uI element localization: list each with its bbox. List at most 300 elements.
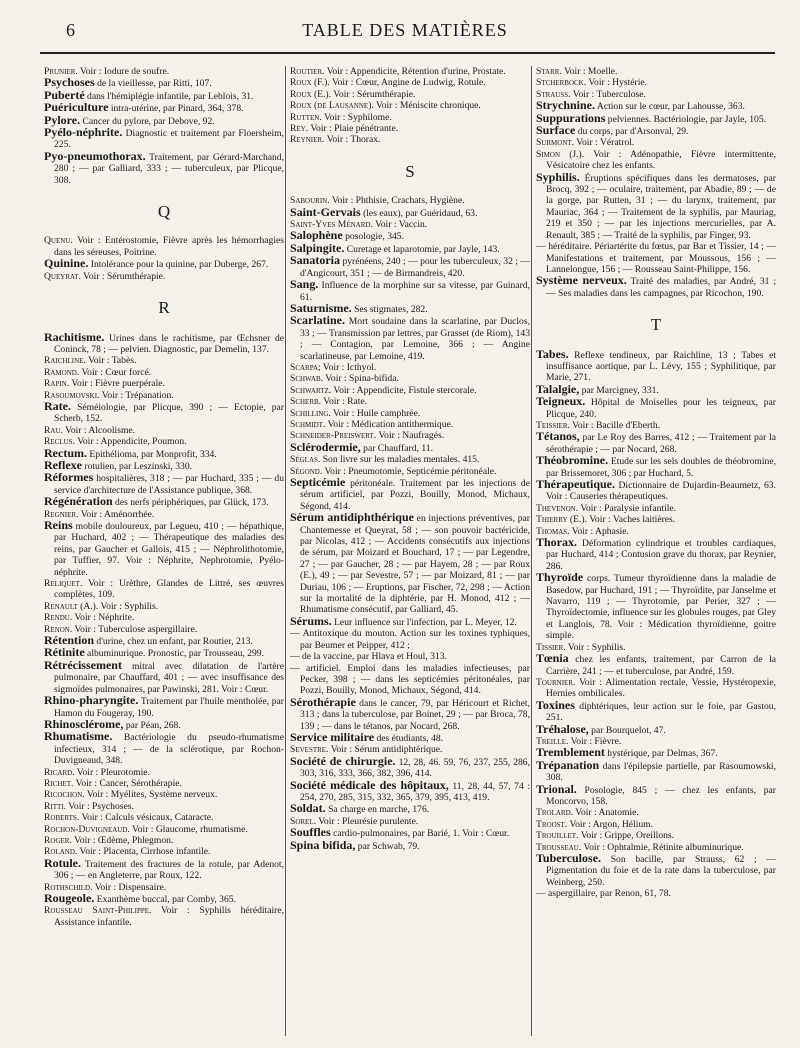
- entry-heading: Richet.: [44, 777, 74, 789]
- entry-text: Voir : Dispensaire.: [92, 881, 167, 893]
- entry-text: Périartérite du fœtus, par Bar et Tissier, 14 ; — Manifestations et traitement, par Moussous, 156 ; — Lannelongue, 156 ; — Rousseau Saint-Philippe, 156.: [546, 241, 776, 275]
- index-column-left: [44, 66, 284, 1042]
- entry-text: Voir : Appendicite, Rétention d'urine, Prostate.: [324, 66, 506, 77]
- entry-heading: Rougeole.: [44, 891, 95, 905]
- entry-heading: Tremblement: [536, 745, 605, 760]
- entry-heading: Roux (E.).: [290, 88, 332, 100]
- index-entry: [290, 255, 530, 279]
- index-entry: [44, 789, 284, 800]
- section-letter: R: [158, 298, 170, 318]
- index-entry: [536, 77, 776, 88]
- entry-heading: Psychoses: [44, 75, 95, 90]
- entry-heading: Roland.: [44, 846, 78, 858]
- entry-heading: Ségond.: [290, 465, 323, 477]
- entry-text: Voir : Icthyol.: [320, 361, 377, 373]
- entry-text: Voir : Syphilome.: [321, 111, 392, 123]
- entry-heading: Ramond.: [44, 366, 80, 378]
- index-entry: [536, 721, 776, 736]
- entry-text: Voir : Trépanation.: [99, 389, 174, 401]
- index-entry: [44, 398, 284, 425]
- entry-heading: Thierry (E.).: [536, 514, 587, 526]
- entry-heading: Rétrécissement: [44, 657, 122, 672]
- page-header: [40, 20, 770, 48]
- index-entry: [290, 385, 530, 396]
- entry-heading: Reliquet.: [44, 578, 83, 590]
- entry-heading: Quinine.: [44, 256, 89, 271]
- entry-text: Intolérance pour la quinine, par Duberge, 267.: [88, 259, 269, 271]
- index-entry: [44, 271, 284, 282]
- index-entry: [290, 454, 530, 465]
- entry-heading: Spina bifida,: [290, 837, 356, 852]
- entry-text: pyrénéens, 240 ; — pour les tuberculeux, 32 ; — d'Angicourt, 351 ; — de Birmandreis, 420.: [300, 256, 530, 279]
- entry-text: Son bacille, par Strauss, 62 ; — Pigmentation du foie et de la rate dans la tuberculose, par Weinberg, 250.: [546, 854, 776, 888]
- entry-heading: — héréditaire.: [536, 241, 592, 253]
- entry-heading: Scarlatine.: [290, 313, 345, 328]
- entry-text: Voir : Appendicite, Poumon.: [74, 436, 187, 448]
- entry-heading: Scarpa;: [290, 361, 321, 373]
- entry-heading: Tœnia: [536, 651, 569, 666]
- entry-text: Voir : Appendicite, Fistule stercorale.: [331, 384, 477, 396]
- entry-heading: Sérums.: [290, 613, 332, 628]
- entry-heading: Saturnisme.: [290, 300, 352, 315]
- index-entry: [44, 695, 284, 719]
- index-entry: [290, 134, 530, 145]
- index-column-right: [536, 66, 776, 1042]
- entry-heading: Sérothérapie: [290, 694, 356, 709]
- entry-text: Voir : Naufragés.: [376, 430, 445, 442]
- entry-text: par Le Roy des Barres, 412 ; — Traitement par la sérothérapie ; — par Nocard, 268.: [546, 432, 776, 455]
- entry-text: Voir : Rate.: [321, 396, 368, 408]
- page-number: 6: [66, 20, 75, 40]
- entry-heading: Rotule.: [44, 855, 81, 870]
- entry-text: Epithélioma, par Monprofit, 334.: [86, 448, 217, 460]
- column-divider: [285, 66, 286, 1036]
- entry-heading: Trional.: [536, 781, 577, 796]
- entry-text: par Péan, 268.: [123, 719, 181, 731]
- entry-text: Voir : Sérumthérapie.: [80, 270, 166, 282]
- entry-text: Voir : Huile camphrée.: [330, 407, 421, 419]
- index-entry: [290, 803, 530, 815]
- entry-text: Voir : Néphrite.: [72, 612, 135, 624]
- entry-text: Exanthème buccal, par Comby, 365.: [94, 894, 236, 905]
- entry-text: Etude sur les sels doubles de théobromine, par Brissemoret, 306 ; par Huchard, 5.: [546, 456, 776, 479]
- entry-text: Voir : Bacille d'Eberth.: [569, 419, 661, 431]
- entry-heading: Trousseau.: [536, 841, 582, 853]
- entry-text: hospitalières, 318 ; — par Huchard, 335 ; — du service d'architecture de l'Assistance publique, 368.: [54, 473, 284, 496]
- index-entry: [536, 149, 776, 172]
- index-entry: [44, 778, 284, 789]
- entry-heading: Rétention: [44, 633, 94, 648]
- entry-text: Voir : Fièvre puerpérale.: [69, 378, 165, 390]
- entry-text: Voir : Calculs vésicaux, Cataracte.: [79, 812, 214, 824]
- entry-text: Éruptions spécifiques dans les dermatoses, par Brocq, 392 ; — oculaire, traitement, par Abadie, 89 ; — de la gorge, par Rutten, 31 ; — du larynx, traitement, par Mauriac, 364 ; — Traitement de la syphilis, par Mauriag, 219 et 350 ; — par les injections mercurielles, par A. Renault, 385 ; — Traité de la syphilis, par Finger, 93.: [546, 172, 776, 241]
- entry-text: Voir : Syphilis.: [565, 641, 626, 653]
- index-entry: [536, 431, 776, 455]
- index-entry: [290, 112, 530, 123]
- index-entry: [44, 148, 284, 186]
- entry-heading: Ritti.: [44, 800, 67, 812]
- entry-text: Reflexe tendineux, par Raichline, 13 ; Tabes et insuffisance aortique, par L. Lévy, 155 ; Syphilitique, par Marie, 271.: [546, 349, 776, 384]
- entry-heading: Saint-Yves Ménard.: [290, 219, 373, 231]
- entry-text: pelviennes. Bactériologie, par Jayle, 105.: [605, 113, 767, 125]
- index-entry: [290, 419, 530, 430]
- entry-heading: Reflexe: [44, 457, 82, 472]
- entry-heading: Starr.: [536, 66, 562, 77]
- entry-text: Voir : Iodure de soufre.: [77, 66, 170, 77]
- entry-text: Action sur le cœur, par Lahousse, 363.: [595, 101, 745, 113]
- entry-text: dans l'épilepsie partielle, par Rasoumowski, 308.: [546, 760, 776, 784]
- entry-text: Voir : Alimentation rectale, Vessie, Hystéropexie, Hernies ombilicales.: [546, 676, 776, 700]
- entry-heading: Septicémie: [290, 475, 346, 489]
- entry-text: Voir : Plaie pénétrante.: [308, 123, 399, 135]
- index-entry: [44, 578, 284, 601]
- entry-heading: Trouillet.: [536, 830, 579, 842]
- entry-text: Voir : Tabès.: [85, 355, 137, 367]
- entry-heading: Schneider-Preiswert.: [290, 430, 377, 442]
- entry-heading: Pyélo-néphrite.: [44, 125, 123, 140]
- entry-heading: Ricard.: [44, 766, 75, 778]
- entry-heading: Schwab.: [290, 373, 324, 385]
- entry-heading: — Antitoxique du mouton.: [290, 628, 397, 640]
- entry-text: Dictionnaire de Dujardin-Beaumetz, 63. Voir : Causeries thérapeutiques.: [546, 480, 776, 503]
- entry-text: Voir : Aménorrhée.: [78, 508, 155, 520]
- entry-text: Voir : Cœur forcé.: [79, 366, 152, 378]
- index-entry: [44, 905, 284, 928]
- entry-text: Voir : Tuberculose.: [570, 88, 646, 100]
- index-entry: [290, 373, 530, 384]
- entry-text: dans l'hémiplégie infantile, par Leblois, 31.: [84, 90, 254, 102]
- entry-heading: Rectum.: [44, 445, 87, 460]
- entry-text: par Chauffard, 11.: [360, 442, 433, 454]
- index-entry: [44, 258, 284, 270]
- entry-text: Traité des maladies, par André, 31 ; — Ses maladies dans les campagnes, par Ricochon, 190.: [546, 276, 776, 299]
- entry-heading: Rasoumovski.: [44, 389, 100, 401]
- entry-text: Voir : Syphilis héréditaire, Assistance infantile.: [54, 905, 284, 928]
- entry-heading: Troost.: [536, 818, 568, 830]
- entry-text: Leur influence sur l'infection, par L. Meyer, 12.: [331, 616, 517, 628]
- entry-text: péritonéale. Traitement par les injections de sérum artificiel, par Pozzi, Bouilly, Monod, Michaux, Ségond, 414.: [300, 478, 530, 512]
- index-entry: [536, 757, 776, 784]
- index-entry: [44, 425, 284, 436]
- entry-text: Voir : Pleurésie purulente.: [316, 815, 419, 827]
- entry-heading: Sorel.: [290, 815, 317, 827]
- entry-heading: Théobromine.: [536, 453, 609, 468]
- index-entry: [536, 653, 776, 677]
- entry-heading: Tétanos,: [536, 429, 580, 444]
- entry-text: Voir : Phthisie, Crachats, Hygiène.: [329, 195, 465, 207]
- index-entry: [536, 125, 776, 137]
- entry-heading: Ricochon.: [44, 789, 85, 801]
- entry-text: dans le cancer, 79, par Héricourt et Richet, 313 ; dans la tuberculose, par Boinet, 29 ; — par Broca, 78, 139 ; — dans le tétanos, par Nocard, 268.: [300, 697, 530, 732]
- entry-heading: Schwartz.: [290, 384, 332, 396]
- entry-text: (les eaux), par Guéridaud, 63.: [360, 207, 478, 219]
- entry-text: Voir : Pleurotomie.: [74, 766, 150, 778]
- entry-text: Voir : Entérostomie, Fièvre après les hémorrhagies dans les séreuses, Poitrine.: [54, 235, 284, 258]
- entry-heading: Rhino-pharyngite.: [44, 693, 139, 708]
- entry-heading: Salpingite.: [290, 240, 345, 255]
- entry-text: en injections préventives, par Chantemesse et Queyrat, 58 ; — son pouvoir bactéricide, par Nicolas, 412 ; — Accidents consécutifs aux injections de sérum, par Moizard et Bouchard, 17 ; — par Legendre, 27 ; — par Gaucher, 28 ; — par Hayem, 28 ; — par Roux (E.), 49 ; — par Sevestre, 57 ; — par Moizard, 81 ; — par Duriau, 106 ; — Eruptions, par Fischer, 72, 298 ; — Action sur la mortalité de la diphtérie, par H. Monod, 412 ; — Rhumatisme consécutif, par Galliard, 45.: [300, 513, 530, 616]
- index-entry: [290, 837, 530, 852]
- entry-heading: Regnier.: [44, 508, 79, 520]
- index-entry: [536, 503, 776, 514]
- entry-text: Voir : Cancer, Sérothérapie.: [73, 777, 182, 789]
- entry-heading: Thomas.: [536, 525, 570, 537]
- entry-heading: Roux (F.).: [290, 77, 330, 89]
- index-entry: [44, 767, 284, 778]
- entry-heading: Séglas.: [290, 454, 321, 466]
- entry-heading: — aspergillaire,: [536, 888, 598, 900]
- entry-text: Voir : Paralysie infantile.: [578, 502, 677, 514]
- index-entry: [44, 835, 284, 846]
- entry-text: par Bourquelot, 47.: [588, 724, 666, 736]
- entry-heading: Teissier.: [536, 419, 570, 431]
- entry-heading: Routier.: [290, 66, 325, 77]
- index-entry: [44, 355, 284, 366]
- entry-heading: Sérum antidiphthérique: [290, 510, 414, 525]
- entry-text: Voir : Cœur, Angine de Ludwig, Rotule.: [329, 77, 486, 89]
- entry-text: Voir : Sérum antidiphtérique.: [328, 744, 443, 756]
- entry-text: Voir : Vaches laitières.: [586, 514, 676, 526]
- entry-heading: Scherb.: [290, 396, 322, 408]
- index-entry: [536, 830, 776, 841]
- entry-heading: Syphilis.: [536, 169, 580, 184]
- entry-text: Influence de la morphine sur sa vitesse, par Guinard, 61.: [300, 280, 530, 303]
- entry-text: Voir : Glaucome, rhumatisme.: [129, 823, 248, 835]
- entry-heading: Strychnine.: [536, 98, 596, 113]
- entry-heading: Système nerveux.: [536, 273, 627, 288]
- entry-heading: Rey.: [290, 123, 309, 135]
- entry-heading: Roux (de Lausanne).: [290, 100, 374, 112]
- entry-heading: Sevestre.: [290, 744, 329, 756]
- entry-heading: Reclus.: [44, 436, 75, 448]
- index-entry: [536, 169, 776, 241]
- index-entry: [44, 855, 284, 882]
- entry-heading: Raichline.: [44, 355, 86, 367]
- entry-heading: Renon.: [44, 623, 73, 635]
- header-rule: [40, 52, 775, 54]
- section-letter: T: [650, 315, 662, 335]
- entry-text: Séméiologie, par Plicque, 390 ; — Ectopie, par Scherb, 152.: [54, 401, 284, 425]
- entry-text: Voir : Pneumotomie, Septicémie péritonéale.: [322, 465, 497, 477]
- index-entry: [290, 628, 530, 651]
- entry-text: Curetage et laparotomie, par Jayle, 143.: [344, 243, 500, 255]
- index-entry: [290, 729, 530, 744]
- entry-heading: Surmont.: [536, 137, 575, 149]
- column-divider: [531, 66, 532, 1036]
- entry-text: Voir : Thorax.: [324, 134, 381, 146]
- index-entry: [44, 127, 284, 151]
- entry-text: Voir : Alcoolisme.: [62, 424, 136, 436]
- entry-text: Voir : Spina-bifida.: [323, 373, 399, 385]
- index-entry: [290, 753, 530, 780]
- index-entry: [290, 100, 530, 111]
- entry-heading: Roberts.: [44, 812, 80, 824]
- entry-text: posologie, 345.: [342, 231, 404, 243]
- entry-heading: Réformes: [44, 470, 94, 485]
- entry-text: Voir : Vaccin.: [372, 219, 428, 231]
- index-entry: [290, 613, 530, 628]
- entry-text: Diagnostic et traitement par Floersheim, 225.: [54, 128, 284, 151]
- entry-text: Son livre sur les maladies mentales. 415.: [320, 454, 480, 466]
- index-entry: [536, 537, 776, 572]
- entry-heading: Salophène: [290, 228, 343, 243]
- entry-heading: Puériculture: [44, 100, 109, 115]
- index-entry: [290, 477, 530, 512]
- entry-text: Voir : Fièvre.: [568, 735, 622, 747]
- entry-text: albuminurique. Pronostic, par Trousseau, 299.: [84, 648, 264, 660]
- entry-heading: Pylore.: [44, 112, 81, 127]
- entry-heading: Prunier.: [44, 66, 78, 77]
- entry-text: Voir : Aphasie.: [569, 525, 629, 537]
- index-entry: [536, 697, 776, 724]
- index-entry: [536, 514, 776, 525]
- entry-heading: Rendu.: [44, 612, 73, 624]
- entry-heading: Queyrat.: [44, 270, 81, 282]
- entry-heading: Soldat.: [290, 801, 326, 816]
- section-letter: S: [405, 161, 415, 181]
- entry-heading: Sang.: [290, 277, 319, 292]
- entry-heading: Reins: [44, 518, 73, 532]
- entry-heading: Trolard.: [536, 807, 574, 819]
- entry-heading: Rhinosclérome,: [44, 716, 124, 731]
- index-entry: [536, 677, 776, 700]
- entry-text: diphtériques, leur action sur le foie, par Gastou, 251.: [546, 700, 776, 724]
- index-entry: [536, 572, 776, 641]
- index-entry: [44, 496, 284, 508]
- index-entry: [536, 781, 776, 808]
- entry-text: Voir : Tuberculose aspergillaire.: [72, 623, 198, 635]
- entry-text: Voir : Hystérie.: [586, 77, 648, 89]
- entry-text: Action sur les toxines typhiques, par Beumer et Peipper, 412 ;: [300, 628, 530, 651]
- entry-heading: Saint-Gervais: [290, 204, 361, 219]
- entry-text: chez les enfants, traitement, par Carron de la Carrière, 241 ; — et tuberculose, par André, 159.: [546, 654, 776, 677]
- entry-heading: Rothschild.: [44, 881, 93, 893]
- entry-heading: Tabes.: [536, 346, 569, 361]
- entry-text: mitral avec dilatation de l'artère pulmonaire, par Chauffard, 401 ; — avec insuffisance des sigmoïdes pulmonaires, par Pawinski, 281. Voir : Cœur.: [54, 660, 284, 695]
- entry-heading: Régénération: [44, 494, 113, 509]
- entry-heading: Rétinite: [44, 645, 85, 660]
- index-entry: [536, 479, 776, 503]
- entry-heading: Puberté: [44, 87, 85, 102]
- entry-heading: Quenu.: [44, 235, 73, 247]
- index-entry: [290, 694, 530, 732]
- index-entry: [44, 235, 284, 258]
- entry-heading: Toxines: [536, 697, 575, 712]
- entry-heading: Rhumatisme.: [44, 729, 113, 744]
- entry-text: Posologie, 845 ; — chez les enfants, par Moncorvo, 158.: [546, 784, 776, 807]
- index-entry: [536, 807, 776, 818]
- entry-text: Sa charge en marche, 176.: [325, 804, 430, 816]
- index-entry: [44, 657, 284, 695]
- entry-text: cardio-pulmonaires, par Barié, 1. Voir : Cœur.: [330, 828, 510, 840]
- entry-heading: Tréhalose,: [536, 721, 589, 736]
- index-entry: [44, 601, 284, 612]
- entry-text: rotulien, par Leszinski, 330.: [81, 460, 193, 472]
- entry-heading: Sanatoria: [290, 253, 341, 268]
- entry-text: Déformation cylindrique et troubles cardiaques, par Huchard, 414 ; Contusion grave du thorax, par Reynier, 286.: [546, 538, 776, 572]
- entry-heading: Rachitisme.: [44, 329, 105, 344]
- index-entry: [290, 408, 530, 419]
- entry-heading: Tuberculose.: [536, 851, 602, 865]
- index-entry: [44, 612, 284, 623]
- index-entry: [44, 472, 284, 496]
- index-entry: [44, 801, 284, 812]
- index-entry: [536, 241, 776, 275]
- entry-heading: Talalgie,: [536, 381, 580, 396]
- index-entry: [290, 651, 530, 662]
- entry-heading: Renault (A.).: [44, 600, 99, 612]
- entry-heading: Tournier.: [536, 676, 576, 688]
- entry-text: Emploi dans les maladies infectieuses, par Pecker, 398 ; — dans les septicémies péritonéales, par Pozzi, Bouilly, Monod, Michaux, Ségond, 414.: [300, 662, 530, 697]
- entry-text: Voir : Vératrol.: [574, 137, 635, 149]
- entry-text: Traitement par l'huile mentholée, par Hamon du Fougeray, 190.: [54, 696, 284, 719]
- entry-text: Urines dans le rachitisme, par Œchsner de Coninck, 78 ; — pelvien. Diagnostic, par Demelin, 137.: [54, 332, 284, 355]
- index-entry: [536, 346, 776, 384]
- entry-heading: Thorax.: [536, 535, 578, 550]
- index-entry: [290, 89, 530, 100]
- index-entry: [44, 893, 284, 905]
- index-entry: [290, 204, 530, 219]
- entry-heading: Rochon-Duvigneaud.: [44, 823, 130, 835]
- entry-text: de la vieillesse, par Ritti, 107.: [94, 78, 212, 90]
- entry-heading: Schmidt.: [290, 418, 326, 430]
- entry-heading: Rau.: [44, 424, 63, 436]
- entry-text: des étudiants, 48.: [374, 732, 444, 744]
- entry-heading: Suppurations: [536, 110, 606, 125]
- index-entry: [536, 642, 776, 653]
- entry-heading: Sabourin.: [290, 195, 330, 207]
- entry-text: 11, 28, 44, 57, 74 : 254, 270, 285, 315, 332, 365, 379, 395, 413, 419.: [300, 780, 530, 803]
- entry-heading: Trépanation: [536, 757, 600, 772]
- entry-heading: Société médicale des hôpitaux,: [290, 777, 449, 792]
- page-title: TABLE DES MATIÈRES: [302, 20, 508, 40]
- entry-text: Voir : Anatomie.: [573, 807, 639, 819]
- entry-heading: Simon (J.).: [536, 148, 585, 160]
- entry-text: Voir : Ophtalmie, Rétinite albuminurique.: [581, 841, 744, 853]
- index-entry: [536, 66, 776, 77]
- entry-text: d'urine, chez un enfant, par Routier, 213.: [94, 636, 253, 648]
- index-entry: [44, 367, 284, 378]
- entry-heading: Service militaire: [290, 729, 375, 744]
- index-entry: [290, 663, 530, 697]
- entry-heading: Schilling.: [290, 407, 331, 419]
- index-entry: [44, 824, 284, 835]
- entry-text: Voir : Urèthre, Glandes de Littré, ses œuvres complètes, 109.: [54, 578, 284, 601]
- index-entry: [290, 439, 530, 454]
- entry-heading: Thérapeutique.: [536, 477, 616, 491]
- index-entry: [44, 378, 284, 389]
- index-entry: [44, 329, 284, 356]
- entry-text: Voir : Psychoses.: [66, 800, 134, 812]
- index-entry: [44, 509, 284, 520]
- entry-text: des nerfs périphériques, par Glück, 173.: [112, 497, 269, 509]
- index-entry: [290, 77, 530, 88]
- entry-text: Voir : Placenta, Cirrhose infantile.: [77, 846, 211, 858]
- entry-text: Hôpital de Moiselles pour les teigneux, par Plicque, 240.: [546, 397, 776, 420]
- index-entry: [44, 390, 284, 401]
- index-entry: [290, 66, 530, 77]
- entry-text: Cancer du pylore, par Debove, 92.: [80, 115, 215, 127]
- index-entry: [290, 512, 530, 616]
- entry-heading: Thevenon.: [536, 502, 579, 514]
- entry-heading: Thyroïde: [536, 570, 584, 585]
- entry-heading: Rutten.: [290, 111, 322, 123]
- entry-text: Voir : Argon, Hélium.: [567, 818, 654, 830]
- entry-text: Ses stigmates, 282.: [351, 303, 428, 315]
- index-entry: [290, 123, 530, 134]
- index-entry: [536, 455, 776, 479]
- index-entry: [290, 362, 530, 373]
